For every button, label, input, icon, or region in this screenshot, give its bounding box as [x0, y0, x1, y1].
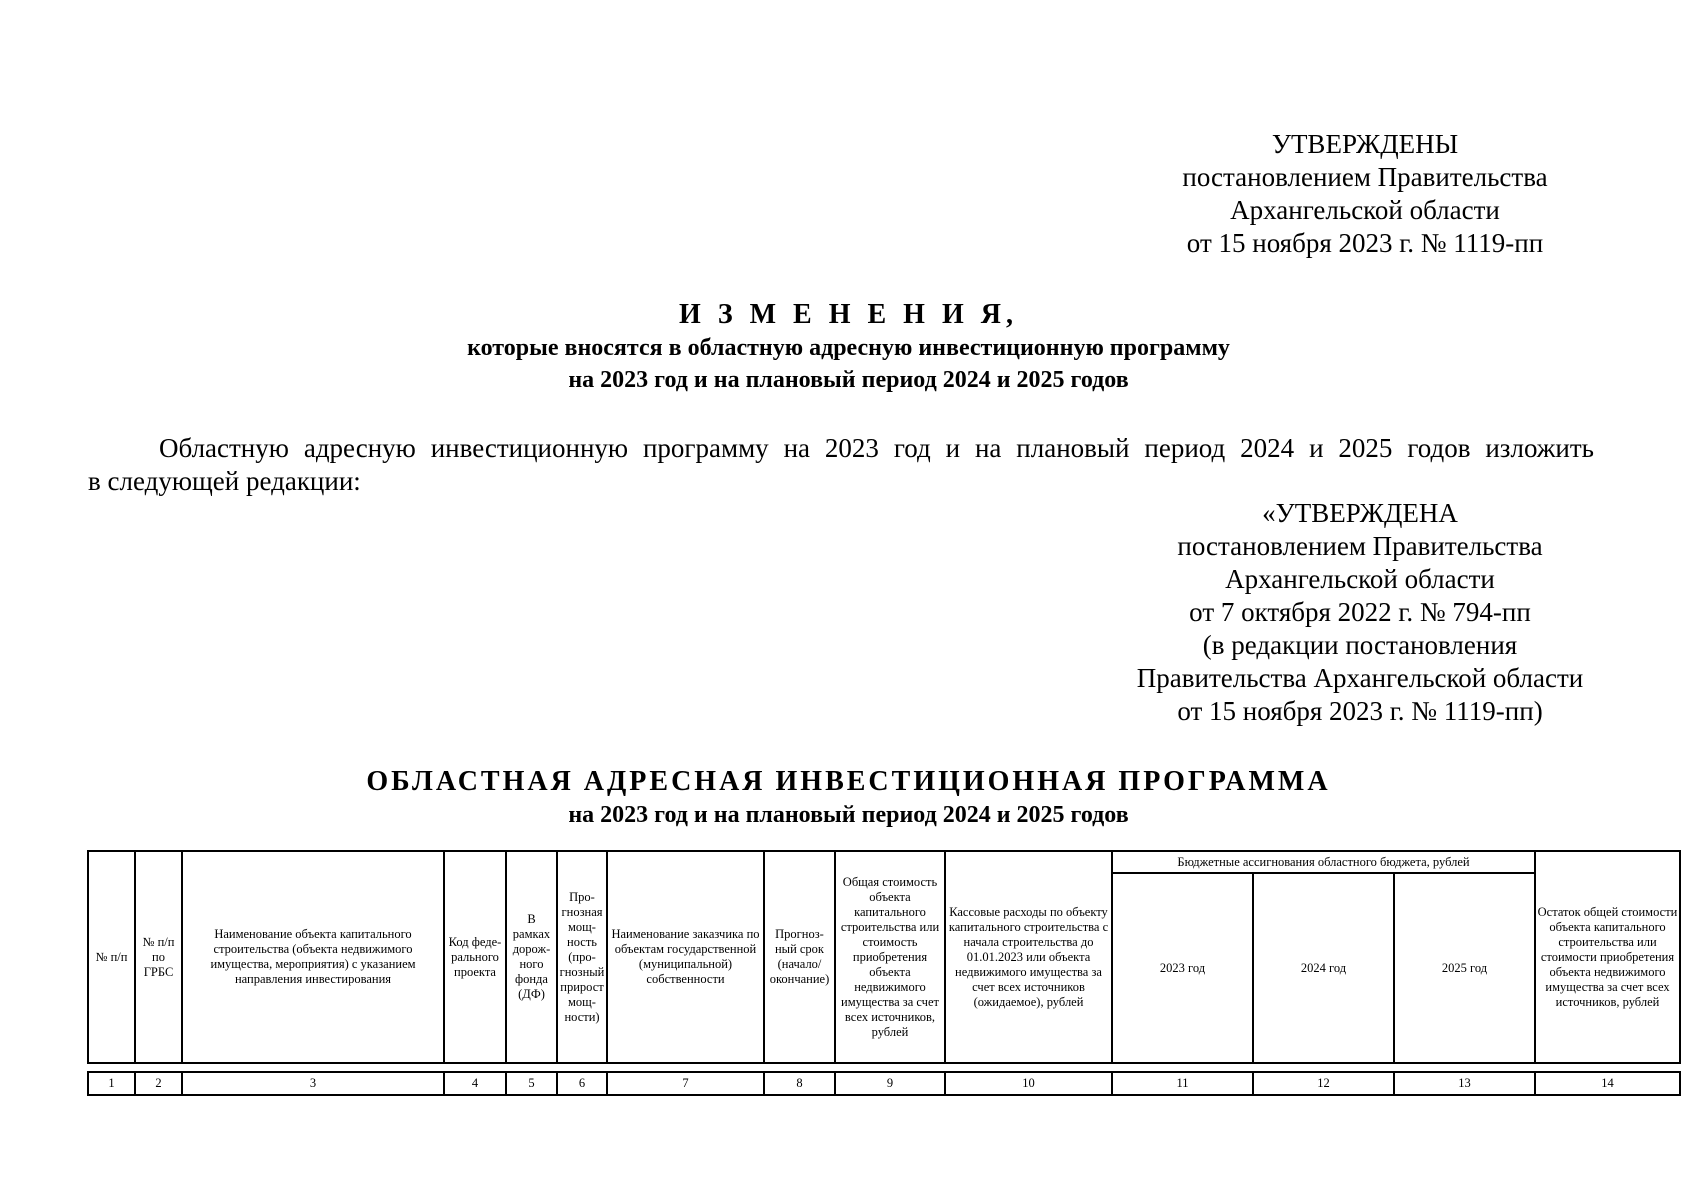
program-table-numbering	[87, 1071, 1681, 1096]
header-cell-1: № п/п	[88, 851, 135, 1063]
header-cell-2: № п/п по ГРБС	[135, 851, 182, 1063]
body-paragraph	[88, 432, 1594, 498]
column-number: 5	[506, 1072, 557, 1095]
column-number: 7	[607, 1072, 764, 1095]
approval-line: Правительства Архангельской области	[1136, 663, 1584, 693]
header-cell-9: Общая стоимость объекта капитального строительства или стоимость приобретения объекта недвижимого имущества за счет всех источников, рублей	[835, 851, 945, 1063]
column-number: 6	[557, 1072, 607, 1095]
changes-subtitle-2: на 2023 год и на плановый период 2024 и 2025 годов	[568, 367, 1129, 393]
header-cell-4: Код феде-рального проекта	[444, 851, 506, 1063]
column-number: 12	[1253, 1072, 1394, 1095]
column-number: 8	[764, 1072, 835, 1095]
approval-line: УТВЕРЖДЕНЫ	[1271, 129, 1459, 159]
column-number: 14	[1535, 1072, 1680, 1095]
column-number: 3	[182, 1072, 444, 1095]
header-cell-7: Наименование заказчика по объектам государственной (муниципальной) собственности	[607, 851, 764, 1063]
header-cell-12: 2024 год	[1253, 873, 1394, 1063]
column-number: 9	[835, 1072, 945, 1095]
approval-stamp-top	[1140, 128, 1590, 260]
approval-stamp-second	[1080, 497, 1640, 728]
header-cell-3: Наименование объекта капитального строительства (объекта недвижимого имущества, мероприятия) с указанием направления инвестирования	[182, 851, 444, 1063]
column-number: 11	[1112, 1072, 1253, 1095]
approval-line: постановлением Правительства	[1177, 531, 1543, 561]
column-number: 1	[88, 1072, 135, 1095]
approval-line: Архангельской области	[1230, 195, 1500, 225]
approval-line: Архангельской области	[1225, 564, 1495, 594]
header-cell-8: Прогноз-ный срок (начало/ окончание)	[764, 851, 835, 1063]
column-number: 10	[945, 1072, 1112, 1095]
program-title: ОБЛАСТНАЯ АДРЕСНАЯ ИНВЕСТИЦИОННАЯ ПРОГРАММА	[366, 766, 1331, 797]
header-cell-10: Кассовые расходы по объекту капитального строительства с начала строительства до 01.01.2023 или объекта недвижимого имущества за счет всех источников (ожидаемое), рублей	[945, 851, 1112, 1063]
header-cell-5: В рамках дорож-ного фонда (ДФ)	[506, 851, 557, 1063]
column-number: 13	[1394, 1072, 1535, 1095]
program-subtitle: на 2023 год и на плановый период 2024 и 2025 годов	[568, 802, 1129, 828]
approval-line: «УТВЕРЖДЕНА	[1262, 498, 1458, 528]
body-line-2: в следующей редакции:	[88, 466, 361, 496]
approval-line: от 15 ноября 2023 г. № 1119-пп)	[1177, 696, 1543, 726]
column-number: 2	[135, 1072, 182, 1095]
column-number: 4	[444, 1072, 506, 1095]
header-cell-14: Остаток общей стоимости объекта капитального строительства или стоимости приобретения объекта недвижимого имущества за счет всех источников, рублей	[1535, 851, 1680, 1063]
header-cell-11: 2023 год	[1112, 873, 1253, 1063]
program-table-header	[87, 850, 1681, 1064]
header-cell-13: 2025 год	[1394, 873, 1535, 1063]
program-heading	[0, 765, 1697, 831]
header-group-budget: Бюджетные ассигнования областного бюджета, рублей	[1112, 851, 1535, 873]
approval-line: от 7 октября 2022 г. № 794-пп	[1189, 597, 1531, 627]
changes-heading	[0, 298, 1697, 396]
header-cell-6: Про-гнозная мощ-ность (про-гнозный прирост мощ-ности)	[557, 851, 607, 1063]
changes-title: И З М Е Н Е Н И Я,	[679, 299, 1018, 330]
approval-line: постановлением Правительства	[1182, 162, 1548, 192]
approval-line: от 15 ноября 2023 г. № 1119-пп	[1186, 228, 1544, 258]
approval-line: (в редакции постановления	[1202, 630, 1518, 660]
changes-subtitle-1: которые вносятся в областную адресную инвестиционную программу	[467, 335, 1230, 361]
body-line-1: Областную адресную инвестиционную программу на 2023 год и на плановый период 2024 и 2025 годов изложить	[159, 433, 1594, 463]
